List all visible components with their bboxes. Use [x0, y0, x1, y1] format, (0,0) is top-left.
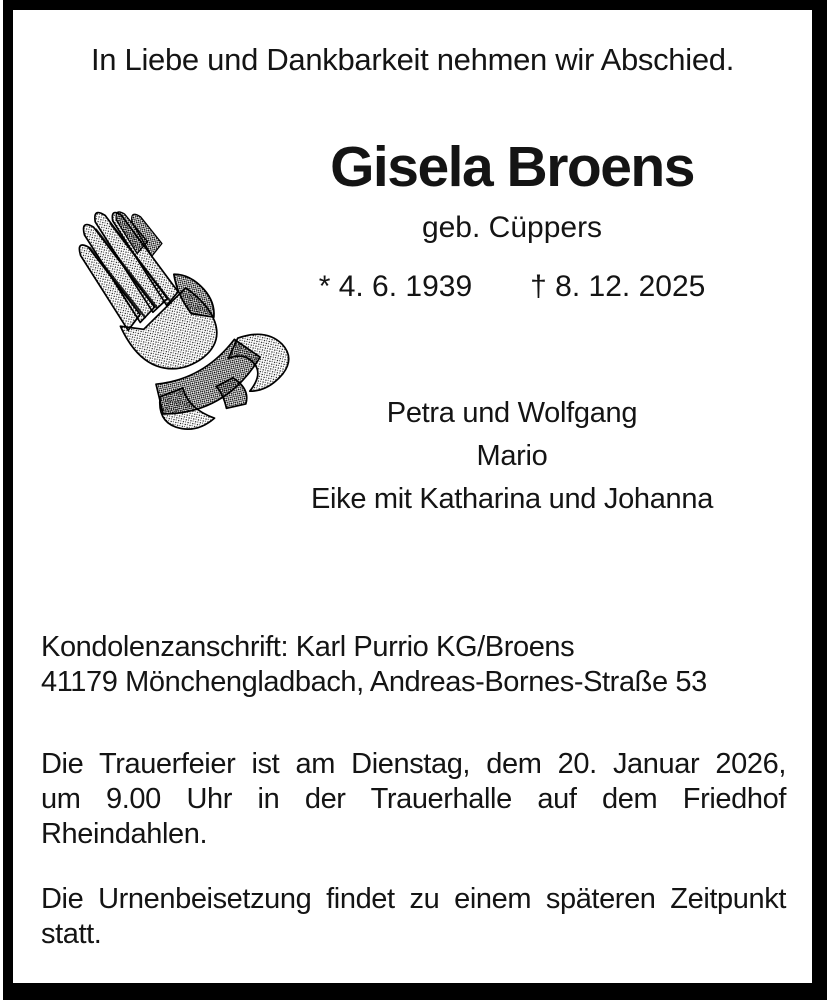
condolence-address-line: 41179 Mönchengladbach, Andreas-Bornes-Straße 53 [41, 666, 707, 698]
mourner-line: Petra und Wolfgang [386, 397, 638, 429]
birth-date: * 4. 6. 1939 [318, 270, 473, 303]
funeral-info [41, 747, 786, 852]
urn-info [41, 882, 786, 952]
maiden-name: geb. Cüppers [421, 211, 603, 244]
condolence-address-line: Kondolenzanschrift: Karl Purrio KG/Broens [41, 631, 575, 663]
intro-line: In Liebe und Dankbarkeit nehmen wir Abschied. [90, 42, 735, 77]
urn-info-line: statt. [41, 918, 102, 950]
funeral-info-line: Rheindahlen. [41, 818, 208, 850]
death-date: † 8. 12. 2025 [530, 270, 706, 303]
urn-info-line: Die Urnenbeisetzung findet zu einem späteren Zeitpunkt [41, 883, 786, 915]
funeral-info-line: um 9.00 Uhr in der Trauerhalle auf dem Friedhof [41, 783, 786, 815]
mourner-line: Mario [476, 440, 548, 472]
deceased-name: Gisela Broens [330, 135, 694, 199]
mourners-block [212, 392, 812, 521]
funeral-info-line: Die Trauerfeier ist am Dienstag, dem 20. Januar 2026, [41, 748, 786, 780]
mourner-line: Eike mit Katharina und Johanna [310, 483, 714, 515]
condolence-block [41, 630, 786, 700]
life-dates [212, 268, 812, 306]
